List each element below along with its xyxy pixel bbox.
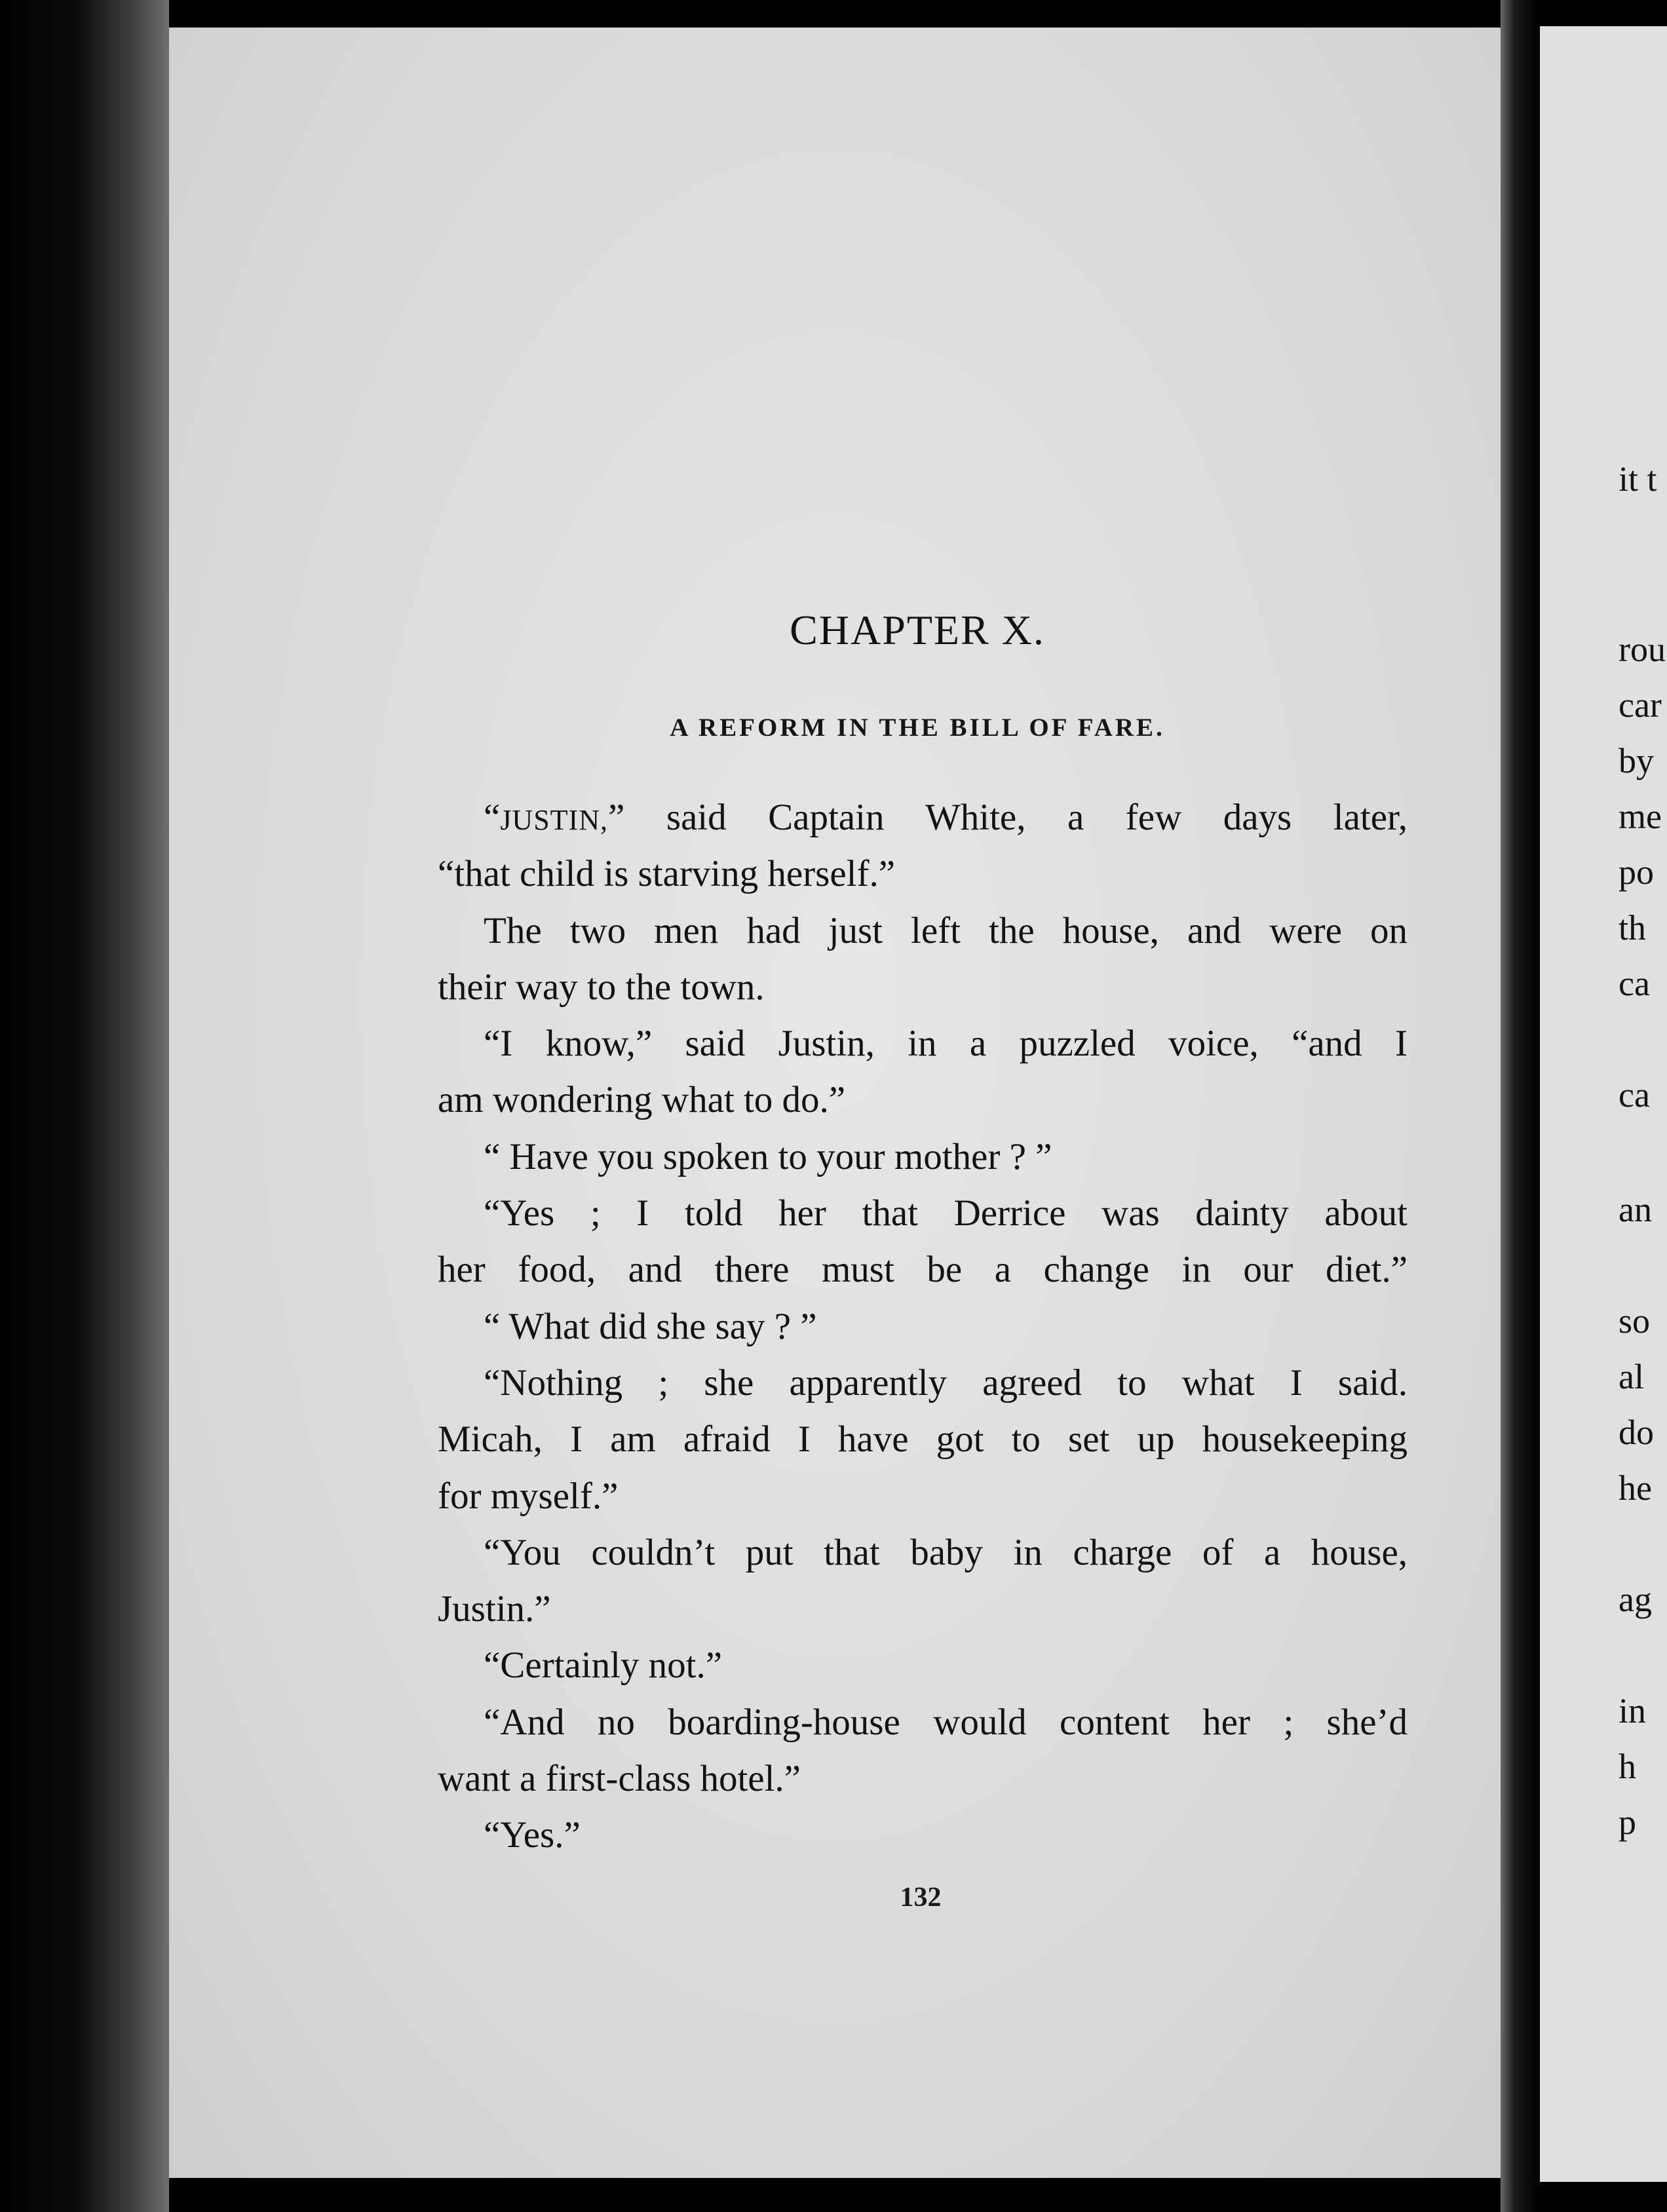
next-page-fragment: an bbox=[1619, 1190, 1652, 1229]
next-page-fragment: po bbox=[1619, 852, 1654, 892]
chapter-subtitle: A REFORM IN THE BILL OF FARE. bbox=[670, 714, 1165, 742]
next-page-fragment: ca bbox=[1619, 1075, 1650, 1115]
text-line: “Yes ; I told her that Derrice was dainty about bbox=[484, 1192, 1408, 1234]
next-page-fragment: p bbox=[1619, 1802, 1636, 1842]
next-page-fragment: by bbox=[1619, 741, 1654, 780]
text-line: Justin.” bbox=[438, 1588, 551, 1630]
text-line: want a first-class hotel.” bbox=[438, 1758, 801, 1800]
next-page-fragment: th bbox=[1619, 908, 1647, 947]
next-page-fragment: he bbox=[1619, 1468, 1652, 1508]
text-line: their way to the town. bbox=[438, 966, 765, 1008]
text-line: The two men had just left the house, and were on bbox=[484, 909, 1408, 951]
text-line: am wondering what to do.” bbox=[438, 1079, 846, 1121]
next-page-fragment: al bbox=[1619, 1357, 1644, 1396]
text-line: “I know,” said Justin, in a puzzled voice, “and I bbox=[484, 1023, 1408, 1065]
next-page-fragment: car bbox=[1619, 685, 1662, 725]
text-line: her food, and there must be a change in our diet.” bbox=[438, 1249, 1408, 1291]
text-line: “that child is starving herself.” bbox=[438, 853, 896, 895]
next-page-fragment: so bbox=[1619, 1301, 1651, 1341]
text-line: “Certainly not.” bbox=[484, 1645, 723, 1687]
page-number: 132 bbox=[900, 1882, 942, 1913]
text-line: “Nothing ; she apparently agreed to what I said. bbox=[484, 1362, 1408, 1403]
next-page-fragment: rou bbox=[1619, 630, 1666, 669]
text-line: “Yes.” bbox=[484, 1814, 581, 1856]
text-line: “ Have you spoken to your mother ? ” bbox=[484, 1135, 1052, 1177]
text-line: “You couldn’t put that baby in charge of a house, bbox=[484, 1531, 1408, 1573]
body-text bbox=[438, 790, 1408, 1864]
text-line: “ What did she say ? ” bbox=[484, 1305, 817, 1347]
next-page-fragment: do bbox=[1619, 1413, 1654, 1452]
next-page-fragment: ca bbox=[1619, 964, 1650, 1003]
next-page-fragment: ag bbox=[1619, 1580, 1652, 1619]
book-edge-left bbox=[0, 0, 169, 2212]
text-line: “JUSTIN,” said Captain White, a few days later, bbox=[484, 797, 1408, 838]
text-line: “And no boarding-house would content her ; she’d bbox=[484, 1701, 1408, 1743]
chapter-title: CHAPTER X. bbox=[790, 607, 1045, 653]
small-caps-name: JUSTIN, bbox=[500, 804, 608, 836]
next-page-fragment: it t bbox=[1619, 459, 1657, 499]
next-page-fragment: h bbox=[1619, 1747, 1636, 1786]
text-line: for myself.” bbox=[438, 1475, 619, 1517]
book-gutter bbox=[1501, 0, 1540, 2212]
next-page-fragment: in bbox=[1619, 1691, 1647, 1730]
next-page-fragment: me bbox=[1619, 797, 1662, 836]
text-line: Micah, I am afraid I have got to set up housekeeping bbox=[438, 1419, 1408, 1460]
